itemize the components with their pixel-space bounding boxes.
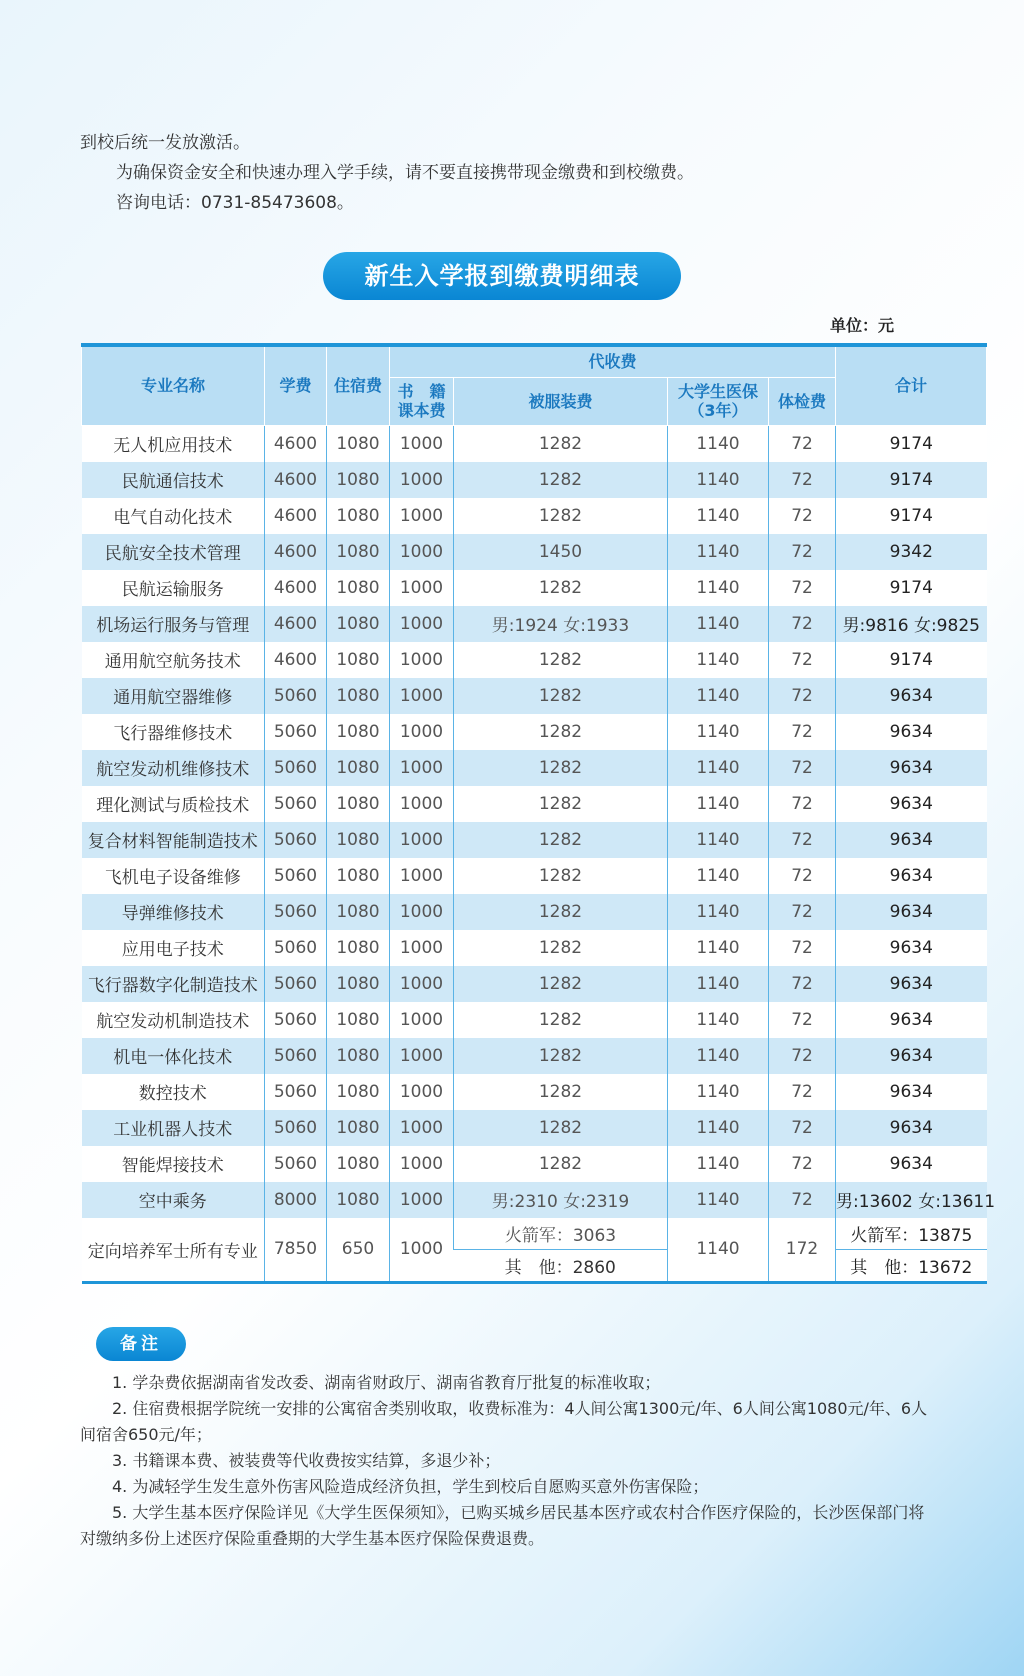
cell-books: 1000 (390, 750, 454, 786)
cell-bedding: 1282 (454, 930, 668, 966)
cell-exam: 72 (769, 1110, 836, 1146)
cell-bedding-rocket: 火箭军：3063 (454, 1218, 668, 1250)
cell-tuition: 4600 (265, 606, 327, 642)
cell-bedding: 1282 (454, 678, 668, 714)
cell-tuition: 5060 (265, 1002, 327, 1038)
table-row (82, 1002, 987, 1038)
table-row (82, 1182, 987, 1218)
header-insurance (668, 377, 769, 425)
cell-total: 9634 (836, 1038, 987, 1074)
cell-insurance: 1140 (668, 498, 769, 534)
cell-bedding: 1450 (454, 534, 668, 570)
cell-books: 1000 (390, 858, 454, 894)
header-major: 专业名称 (82, 345, 265, 425)
cell-books: 1000 (390, 1038, 454, 1074)
cell-major: 空中乘务 (82, 1182, 265, 1218)
cell-exam: 72 (769, 642, 836, 678)
table-row (82, 966, 987, 1002)
table-row (82, 930, 987, 966)
table-row (82, 858, 987, 894)
cell-major: 飞行器维修技术 (82, 714, 265, 750)
cell-tuition: 4600 (265, 462, 327, 498)
cell-insurance: 1140 (668, 1218, 769, 1283)
cell-tuition: 4600 (265, 498, 327, 534)
cell-books: 1000 (390, 425, 454, 462)
cell-exam: 72 (769, 966, 836, 1002)
cell-tuition: 5060 (265, 714, 327, 750)
cell-major: 民航安全技术管理 (82, 534, 265, 570)
cell-dorm: 1080 (327, 930, 390, 966)
unit-label: 单位：元 (830, 316, 895, 335)
header-books-line1: 书 籍 (397, 382, 446, 401)
cell-tuition: 5060 (265, 750, 327, 786)
header-books (390, 377, 454, 425)
cell-bedding: 男:2310 女:2319 (454, 1182, 668, 1218)
cell-bedding: 1282 (454, 894, 668, 930)
cell-books: 1000 (390, 894, 454, 930)
cell-books: 1000 (390, 570, 454, 606)
cell-dorm: 1080 (327, 966, 390, 1002)
cell-total: 9634 (836, 930, 987, 966)
cell-major: 民航运输服务 (82, 570, 265, 606)
cell-dorm: 1080 (327, 570, 390, 606)
cell-tuition: 5060 (265, 966, 327, 1002)
cell-exam: 172 (769, 1218, 836, 1283)
cell-insurance: 1140 (668, 966, 769, 1002)
cell-exam: 72 (769, 1146, 836, 1182)
page-title: 新生入学报到缴费明细表 (323, 252, 681, 300)
cell-tuition: 5060 (265, 1074, 327, 1110)
cell-major: 智能焊接技术 (82, 1146, 265, 1182)
cell-dorm: 1080 (327, 1146, 390, 1182)
cell-major: 数控技术 (82, 1074, 265, 1110)
cell-major: 导弹维修技术 (82, 894, 265, 930)
cell-total: 9174 (836, 642, 987, 678)
cell-exam: 72 (769, 750, 836, 786)
cell-insurance: 1140 (668, 1074, 769, 1110)
cell-tuition: 4600 (265, 642, 327, 678)
cell-dorm: 1080 (327, 858, 390, 894)
note-item: 1. 学杂费依据湖南省发改委、湖南省财政厅、湖南省教育厅批复的标准收取； (112, 1373, 661, 1392)
cell-major: 定向培养军士所有专业 (82, 1218, 265, 1283)
cell-major: 机场运行服务与管理 (82, 606, 265, 642)
intro-line-1: 到校后统一发放激活。 (80, 133, 250, 153)
header-bedding: 被服装费 (454, 377, 668, 425)
cell-exam: 72 (769, 822, 836, 858)
cell-books: 1000 (390, 1146, 454, 1182)
cell-tuition: 4600 (265, 425, 327, 462)
cell-insurance: 1140 (668, 462, 769, 498)
cell-exam: 72 (769, 714, 836, 750)
cell-bedding: 1282 (454, 1038, 668, 1074)
cell-books: 1000 (390, 1182, 454, 1218)
table-row (82, 822, 987, 858)
cell-exam: 72 (769, 1182, 836, 1218)
cell-books: 1000 (390, 1110, 454, 1146)
cell-books: 1000 (390, 534, 454, 570)
cell-tuition: 5060 (265, 858, 327, 894)
cell-books: 1000 (390, 714, 454, 750)
table-row (82, 894, 987, 930)
cell-total: 9174 (836, 498, 987, 534)
table-row (82, 570, 987, 606)
cell-bedding: 1282 (454, 966, 668, 1002)
cell-dorm: 1080 (327, 786, 390, 822)
cell-major: 机电一体化技术 (82, 1038, 265, 1074)
cell-books: 1000 (390, 822, 454, 858)
cell-books: 1000 (390, 966, 454, 1002)
notes-label: 备注 (96, 1327, 186, 1361)
cell-total: 9174 (836, 462, 987, 498)
cell-dorm: 1080 (327, 642, 390, 678)
cell-tuition: 5060 (265, 822, 327, 858)
cell-exam: 72 (769, 930, 836, 966)
cell-tuition: 5060 (265, 930, 327, 966)
cell-major: 航空发动机制造技术 (82, 1002, 265, 1038)
table-row (82, 1038, 987, 1074)
cell-insurance: 1140 (668, 678, 769, 714)
cell-tuition: 5060 (265, 786, 327, 822)
cell-bedding-other: 其 他：2860 (454, 1249, 668, 1282)
note-item: 5. 大学生基本医疗保险详见《大学生医保须知》，已购买城乡居民基本医疗或农村合作医疗保险的，长沙医保部门将对缴纳多份上述医疗保险重叠期的大学生基本医疗保险保费退费。 (80, 1503, 925, 1548)
cell-exam: 72 (769, 786, 836, 822)
cell-bedding: 1282 (454, 714, 668, 750)
cell-insurance: 1140 (668, 1110, 769, 1146)
table-row (82, 750, 987, 786)
cell-exam: 72 (769, 894, 836, 930)
header-tuition: 学费 (265, 345, 327, 425)
header-total: 合计 (836, 345, 987, 425)
table-row (82, 678, 987, 714)
table-row (82, 425, 987, 462)
cell-major: 电气自动化技术 (82, 498, 265, 534)
cell-exam: 72 (769, 534, 836, 570)
cell-tuition: 4600 (265, 570, 327, 606)
cell-insurance: 1140 (668, 858, 769, 894)
cell-total: 9634 (836, 858, 987, 894)
cell-total-other: 其 他：13672 (836, 1249, 987, 1282)
header-exam: 体检费 (769, 377, 836, 425)
cell-insurance: 1140 (668, 570, 769, 606)
cell-insurance: 1140 (668, 750, 769, 786)
cell-exam: 72 (769, 606, 836, 642)
cell-dorm: 650 (327, 1218, 390, 1283)
cell-dorm: 1080 (327, 1110, 390, 1146)
cell-total: 9634 (836, 750, 987, 786)
cell-insurance: 1140 (668, 894, 769, 930)
cell-insurance: 1140 (668, 930, 769, 966)
cell-total: 男:13602 女:13611 (836, 1182, 987, 1218)
cell-insurance: 1140 (668, 642, 769, 678)
cell-bedding: 1282 (454, 1074, 668, 1110)
notes-list (80, 1370, 930, 1552)
cell-major: 飞机电子设备维修 (82, 858, 265, 894)
cell-bedding: 1282 (454, 1110, 668, 1146)
cell-total: 9634 (836, 1110, 987, 1146)
cell-exam: 72 (769, 1002, 836, 1038)
cell-total: 9634 (836, 1146, 987, 1182)
cell-bedding: 1282 (454, 822, 668, 858)
cell-tuition: 5060 (265, 894, 327, 930)
cell-books: 1000 (390, 1218, 454, 1283)
cell-tuition: 5060 (265, 678, 327, 714)
cell-bedding: 1282 (454, 1002, 668, 1038)
cell-major: 民航通信技术 (82, 462, 265, 498)
note-item: 2. 住宿费根据学院统一安排的公寓宿舍类别收取，收费标准为：4人间公寓1300元/年、6人间公寓1080元/年、6人间宿舍650元/年； (80, 1399, 928, 1444)
cell-total: 9634 (836, 786, 987, 822)
cell-tuition: 5060 (265, 1110, 327, 1146)
cell-bedding: 男:1924 女:1933 (454, 606, 668, 642)
table-row (82, 498, 987, 534)
cell-insurance: 1140 (668, 534, 769, 570)
cell-exam: 72 (769, 425, 836, 462)
table-row-military (82, 1218, 987, 1250)
intro-line-3: 咨询电话：0731-85473608。 (116, 193, 354, 213)
cell-tuition: 5060 (265, 1038, 327, 1074)
cell-books: 1000 (390, 498, 454, 534)
cell-tuition: 7850 (265, 1218, 327, 1283)
cell-dorm: 1080 (327, 606, 390, 642)
cell-dorm: 1080 (327, 678, 390, 714)
cell-books: 1000 (390, 930, 454, 966)
table-row (82, 1074, 987, 1110)
cell-exam: 72 (769, 1038, 836, 1074)
cell-total: 9634 (836, 678, 987, 714)
cell-books: 1000 (390, 606, 454, 642)
cell-insurance: 1140 (668, 1146, 769, 1182)
fee-table (81, 343, 996, 1284)
cell-insurance: 1140 (668, 1038, 769, 1074)
cell-insurance: 1140 (668, 425, 769, 462)
cell-exam: 72 (769, 1074, 836, 1110)
cell-exam: 72 (769, 678, 836, 714)
cell-exam: 72 (769, 498, 836, 534)
cell-dorm: 1080 (327, 462, 390, 498)
cell-exam: 72 (769, 570, 836, 606)
cell-major: 理化测试与质检技术 (82, 786, 265, 822)
cell-total: 9634 (836, 894, 987, 930)
cell-dorm: 1080 (327, 894, 390, 930)
cell-bedding: 1282 (454, 1146, 668, 1182)
cell-total: 9634 (836, 1002, 987, 1038)
header-books-line2: 课本费 (397, 401, 446, 420)
cell-total: 男:9816 女:9825 (836, 606, 987, 642)
cell-dorm: 1080 (327, 1038, 390, 1074)
cell-dorm: 1080 (327, 1002, 390, 1038)
cell-bedding: 1282 (454, 858, 668, 894)
cell-insurance: 1140 (668, 606, 769, 642)
cell-insurance: 1140 (668, 714, 769, 750)
cell-major: 无人机应用技术 (82, 425, 265, 462)
cell-major: 飞行器数字化制造技术 (82, 966, 265, 1002)
cell-insurance: 1140 (668, 1002, 769, 1038)
cell-bedding: 1282 (454, 462, 668, 498)
cell-books: 1000 (390, 678, 454, 714)
cell-books: 1000 (390, 1002, 454, 1038)
cell-total: 9634 (836, 822, 987, 858)
cell-dorm: 1080 (327, 425, 390, 462)
cell-tuition: 5060 (265, 1146, 327, 1182)
cell-bedding: 1282 (454, 786, 668, 822)
cell-major: 航空发动机维修技术 (82, 750, 265, 786)
cell-insurance: 1140 (668, 822, 769, 858)
note-item: 4. 为减轻学生发生意外伤害风险造成经济负担，学生到校后自愿购买意外伤害保险； (112, 1477, 709, 1496)
cell-total: 9174 (836, 425, 987, 462)
cell-total: 9634 (836, 966, 987, 1002)
intro-text (80, 128, 940, 218)
table-row (82, 606, 987, 642)
intro-line-2: 为确保资金安全和快速办理入学手续，请不要直接携带现金缴费和到校缴费。 (116, 163, 694, 183)
cell-total: 9174 (836, 570, 987, 606)
cell-major: 应用电子技术 (82, 930, 265, 966)
cell-dorm: 1080 (327, 1182, 390, 1218)
table-row (82, 1110, 987, 1146)
cell-bedding: 1282 (454, 750, 668, 786)
cell-dorm: 1080 (327, 498, 390, 534)
cell-bedding: 1282 (454, 425, 668, 462)
cell-books: 1000 (390, 786, 454, 822)
cell-bedding: 1282 (454, 642, 668, 678)
cell-total: 9634 (836, 714, 987, 750)
cell-total: 9634 (836, 1074, 987, 1110)
cell-dorm: 1080 (327, 1074, 390, 1110)
cell-total-rocket: 火箭军：13875 (836, 1218, 987, 1250)
cell-exam: 72 (769, 858, 836, 894)
header-insurance-line1: 大学生医保 (677, 382, 758, 401)
cell-major: 工业机器人技术 (82, 1110, 265, 1146)
cell-books: 1000 (390, 1074, 454, 1110)
cell-tuition: 4600 (265, 534, 327, 570)
cell-dorm: 1080 (327, 714, 390, 750)
cell-exam: 72 (769, 462, 836, 498)
table-row (82, 642, 987, 678)
cell-dorm: 1080 (327, 750, 390, 786)
cell-major: 通用航空航务技术 (82, 642, 265, 678)
table-row (82, 462, 987, 498)
table-row (82, 1146, 987, 1182)
cell-books: 1000 (390, 462, 454, 498)
header-collect: 代收费 (390, 345, 836, 377)
cell-major: 复合材料智能制造技术 (82, 822, 265, 858)
cell-insurance: 1140 (668, 786, 769, 822)
cell-total: 9342 (836, 534, 987, 570)
cell-bedding: 1282 (454, 498, 668, 534)
cell-tuition: 8000 (265, 1182, 327, 1218)
table-row (82, 786, 987, 822)
table-row (82, 714, 987, 750)
cell-bedding: 1282 (454, 570, 668, 606)
cell-dorm: 1080 (327, 534, 390, 570)
header-insurance-line2: （3年） (688, 401, 748, 420)
table-row (82, 534, 987, 570)
cell-insurance: 1140 (668, 1182, 769, 1218)
cell-books: 1000 (390, 642, 454, 678)
cell-dorm: 1080 (327, 822, 390, 858)
header-dorm: 住宿费 (327, 345, 390, 425)
note-item: 3. 书籍课本费、被装费等代收费按实结算，多退少补； (112, 1451, 501, 1470)
cell-major: 通用航空器维修 (82, 678, 265, 714)
